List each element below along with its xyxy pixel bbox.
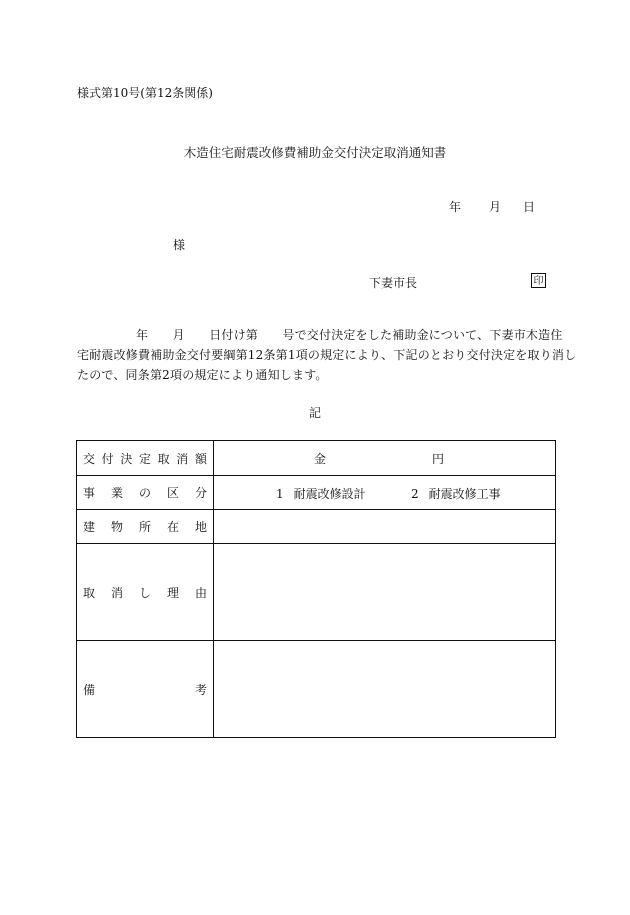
notice-body <box>77 325 577 385</box>
label-remarks: 備 考 <box>77 641 214 738</box>
ki-heading: 記 <box>308 406 321 420</box>
cancel-reason-value[interactable] <box>214 544 556 641</box>
category-option-design[interactable]: 1 耐震改修設計 <box>276 487 366 501</box>
document-title: 木造住宅耐震改修費補助金交付決定取消通知書 <box>183 145 447 160</box>
table-row <box>77 441 556 476</box>
body-line-1: 年 月 日付け第 号で交付決定をした補助金について、下妻市木造住 <box>136 328 563 342</box>
table-row <box>77 641 556 738</box>
label-cancel-amount: 交 付 決 定 取 消 額 <box>77 441 214 476</box>
addressee-suffix: 様 <box>173 238 186 252</box>
date-day: 日 <box>523 200 536 214</box>
table-row <box>77 476 556 510</box>
building-location-value[interactable] <box>214 510 556 544</box>
label-building-location: 建 物 所 在 地 <box>77 510 214 544</box>
seal-mark: 印 <box>531 273 546 288</box>
label-project-category: 事 業 の 区 分 <box>77 476 214 510</box>
remarks-value[interactable] <box>214 641 556 738</box>
issuer-name: 下妻市長 <box>369 276 418 290</box>
project-category-value[interactable] <box>214 476 556 510</box>
amount-prefix: 金 <box>314 452 327 466</box>
date-year: 年 <box>449 200 462 214</box>
date-month: 月 <box>489 200 502 214</box>
table-row <box>77 510 556 544</box>
date-line <box>449 198 535 215</box>
amount-unit: 円 <box>432 452 445 466</box>
category-option-construction[interactable]: 2 耐震改修工事 <box>411 487 501 501</box>
label-cancel-reason: 取 消 し 理 由 <box>77 544 214 641</box>
form-number: 様式第10号(第12条関係) <box>77 86 213 100</box>
body-line-3: たので、同条第2項の規定により通知します。 <box>77 368 328 382</box>
cancel-amount-value[interactable] <box>214 441 556 476</box>
body-line-2: 宅耐震改修費補助金交付要綱第12条第1項の規定により、下記のとおり交付決定を取り消し <box>77 348 577 362</box>
table-row <box>77 544 556 641</box>
detail-table <box>76 440 556 738</box>
